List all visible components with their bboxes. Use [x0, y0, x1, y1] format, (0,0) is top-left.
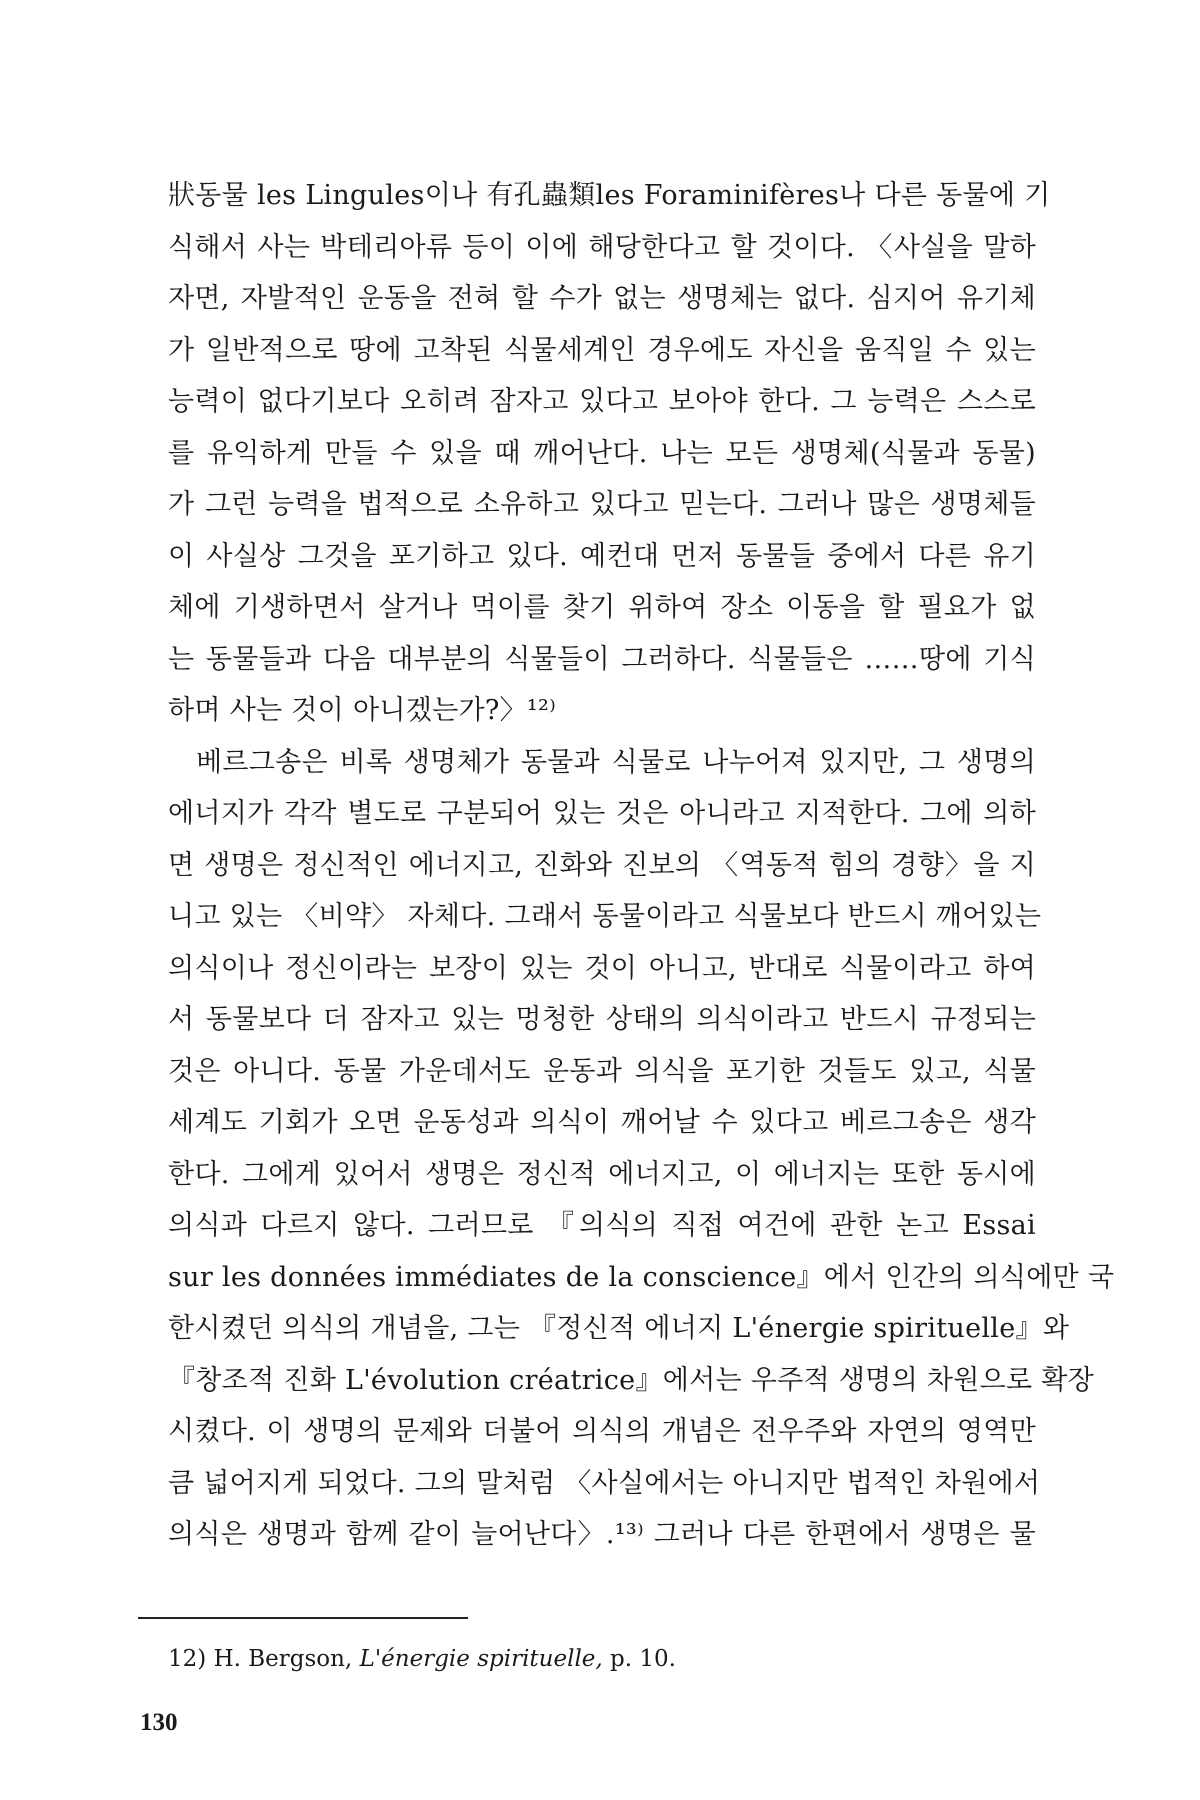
- text-line: 의식과 다르지 않다. 그러므로 『의식의 직접 여건에 관한 논고 Essai: [168, 1210, 1036, 1241]
- footnote-title: L'énergie spirituelle,: [359, 1646, 603, 1672]
- footnote-page: p. 10.: [610, 1646, 676, 1672]
- text-line: 체에 기생하면서 살거나 먹이를 찾기 위하여 장소 이동을 할 필요가 없: [168, 592, 1036, 623]
- text-line: 한시켰던 의식의 개념을, 그는 『정신적 에너지 L'énergie spirituelle』와: [168, 1313, 1070, 1344]
- text-line: 狀동물 les Lingules이나 有孔蟲類les Foraminifères나 다른 동물에 기: [168, 180, 1051, 211]
- page-number: 130: [140, 1709, 178, 1736]
- text-line: 에너지가 각각 별도로 구분되어 있는 것은 아니라고 지적한다. 그에 의하: [168, 798, 1036, 829]
- text-line: 가 그런 능력을 법적으로 소유하고 있다고 믿는다. 그러나 많은 생명체들: [168, 489, 1036, 520]
- text-line: 식해서 사는 박테리아류 등이 이에 해당한다고 할 것이다. 〈사실을 말하: [168, 231, 1036, 263]
- text-line: 큼 넓어지게 되었다. 그의 말처럼 〈사실에서는 아니지만 법적인 차원에서: [168, 1467, 1041, 1499]
- text-line: 이 사실상 그것을 포기하고 있다. 예컨대 먼저 동물들 중에서 다른 유기: [168, 540, 1036, 572]
- text-line: 가 일반적으로 땅에 고착된 식물세계인 경우에도 자신을 움직일 수 있는: [168, 334, 1036, 366]
- footnote: [168, 1642, 676, 1676]
- text-line: 면 생명은 정신적인 에너지고, 진화와 진보의 〈역동적 힘의 경향〉을 지: [168, 849, 1036, 881]
- text-line: 의식은 생명과 함께 같이 늘어난다〉.¹³⁾ 그러나 다른 한편에서 생명은 물: [168, 1519, 1036, 1550]
- text-line: 시켰다. 이 생명의 문제와 더불어 의식의 개념은 전우주와 자연의 영역만: [168, 1416, 1036, 1447]
- text-line: 를 유익하게 만들 수 있을 때 깨어난다. 나는 모든 생명체(식물과 동물): [168, 437, 1036, 469]
- text-line: 의식이나 정신이라는 보장이 있는 것이 아니고, 반대로 식물이라고 하여: [168, 952, 1036, 984]
- footnote-author: H. Bergson,: [213, 1646, 353, 1672]
- text-line: 자면, 자발적인 운동을 전혀 할 수가 없는 생명체는 없다. 심지어 유기체: [168, 283, 1036, 314]
- text-line: 하며 사는 것이 아니겠는가?〉¹²⁾: [168, 695, 557, 726]
- text-line: sur les données immédiates de la conscience』에서 인간의 의식에만 국: [168, 1261, 1115, 1293]
- text-line: 세계도 기회가 오면 운동성과 의식이 깨어날 수 있다고 베르그송은 생각: [168, 1107, 1036, 1138]
- body-text: [168, 170, 1115, 1561]
- footnote-divider: [138, 1617, 468, 1619]
- text-line: 서 동물보다 더 잠자고 있는 멍청한 상태의 의식이라고 반드시 규정되는: [168, 1004, 1036, 1035]
- text-line: 능력이 없다기보다 오히려 잠자고 있다고 보아야 한다. 그 능력은 스스로: [168, 386, 1036, 417]
- text-line: 는 동물들과 다음 대부분의 식물들이 그러하다. 식물들은 ……땅에 기식: [168, 643, 1036, 675]
- text-line: 것은 아니다. 동물 가운데서도 운동과 의식을 포기한 것들도 있고, 식물: [168, 1055, 1036, 1087]
- text-line: 니고 있는 〈비약〉 자체다. 그래서 동물이라고 식물보다 반드시 깨어있는: [168, 901, 1042, 932]
- text-line: 『창조적 진화 L'évolution créatrice』에서는 우주적 생명의 차원으로 확장: [168, 1364, 1095, 1396]
- text-line: 베르그송은 비록 생명체가 동물과 식물로 나누어져 있지만, 그 생명의: [196, 746, 1036, 778]
- text-line: 한다. 그에게 있어서 생명은 정신적 에너지고, 이 에너지는 또한 동시에: [168, 1158, 1036, 1190]
- footnote-number: 12): [168, 1646, 207, 1672]
